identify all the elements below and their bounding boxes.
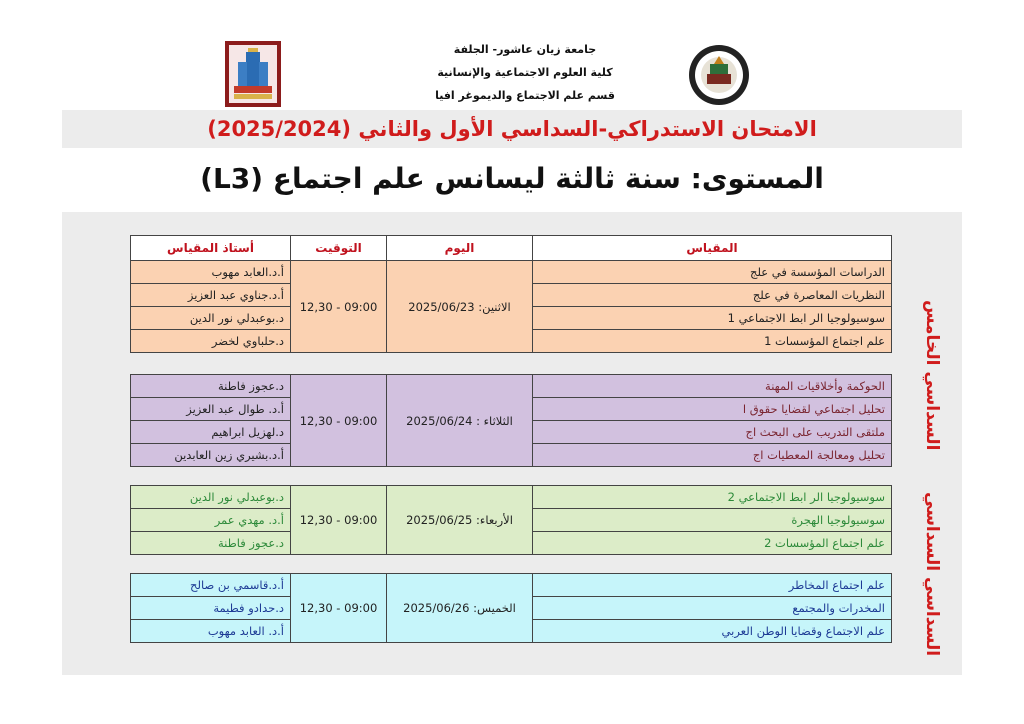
professor-cell: أ.د.العابد مهوب — [131, 261, 291, 284]
professor-cell: أ.د.جناوي عبد العزيز — [131, 284, 291, 307]
column-header-professor: أستاذ المقياس — [131, 236, 291, 261]
level-title: المستوى: سنة ثالثة ليسانس علم اجتماع (L3) — [200, 162, 824, 195]
day-cell: الاثنين: 2025/06/23 — [387, 261, 533, 353]
module-cell: علم اجتماع المخاطر — [533, 574, 892, 597]
professor-cell: أ.د.بشيري زين العابدين — [131, 444, 291, 467]
university-name: جامعة زيان عاشور- الجلفة — [453, 43, 597, 56]
time-cell: 09:00 - 12,30 — [291, 261, 387, 353]
university-seal-icon — [688, 44, 750, 106]
table-row — [131, 375, 892, 398]
professor-cell: أ.د. العابد مهوب — [131, 620, 291, 643]
column-header-day: اليوم — [387, 236, 533, 261]
day-cell: الثلاثاء : 2025/06/24 — [387, 375, 533, 467]
module-cell: النظريات المعاصرة في علج — [533, 284, 892, 307]
schedule-table-monday — [130, 235, 892, 353]
professor-cell: د.حدادو فطيمة — [131, 597, 291, 620]
professor-cell: د.بوعبدلي نور الدين — [131, 307, 291, 330]
professor-cell: أ.د.قاسمي بن صالح — [131, 574, 291, 597]
module-cell: علم اجتماع المؤسسات 2 — [533, 532, 892, 555]
module-cell: تحليل اجتماعي لقضايا حقوق ا — [533, 398, 892, 421]
professor-cell: د.لهزيل ابراهيم — [131, 421, 291, 444]
time-cell: 09:00 - 12,30 — [291, 574, 387, 643]
professor-cell: د.عجوز فاطنة — [131, 532, 291, 555]
faculty-name: كلية العلوم الاجتماعية والإنسانية — [437, 66, 613, 79]
module-cell: سوسيولوجيا الهجرة — [533, 509, 892, 532]
module-cell: علم اجتماع المؤسسات 1 — [533, 330, 892, 353]
module-cell: تحليل ومعالجة المعطيات اج — [533, 444, 892, 467]
day-cell: الأربعاء: 2025/06/25 — [387, 486, 533, 555]
professor-cell: د.بوعبدلي نور الدين — [131, 486, 291, 509]
university-logo-icon — [224, 40, 282, 108]
module-cell: سوسيولوجيا الر ابط الاجتماعي 2 — [533, 486, 892, 509]
institution-header — [380, 38, 670, 107]
professor-cell: د.عجوز فاطنة — [131, 375, 291, 398]
table-row — [131, 574, 892, 597]
professor-cell: أ.د. مهدي عمر — [131, 509, 291, 532]
schedule-table-wednesday — [130, 485, 892, 555]
module-cell: الدراسات المؤسسة في علج — [533, 261, 892, 284]
day-cell: الخميس: 2025/06/26 — [387, 574, 533, 643]
schedule-table-tuesday — [130, 374, 892, 467]
department-name: قسم علم الاجتماع والديموغر افيا — [435, 89, 615, 102]
column-header-module: المقياس — [533, 236, 892, 261]
professor-cell: د.حلباوي لخضر — [131, 330, 291, 353]
table-row — [131, 261, 892, 284]
table-row — [131, 486, 892, 509]
exam-title: الامتحان الاستدراكي-السداسي الأول والثاني (2025/2024) — [207, 117, 817, 141]
module-cell: علم الاجتماع وقضايا الوطن العربي — [533, 620, 892, 643]
module-cell: ملتقى التدريب على البحث اج — [533, 421, 892, 444]
module-cell: سوسيولوجيا الر ابط الاجتماعي 1 — [533, 307, 892, 330]
module-cell: الحوكمة وأخلاقيات المهنة — [533, 375, 892, 398]
schedule-table-thursday — [130, 573, 892, 643]
time-cell: 09:00 - 12,30 — [291, 486, 387, 555]
professor-cell: أ.د. طوال عبد العزيز — [131, 398, 291, 421]
module-cell: المخدرات والمجتمع — [533, 597, 892, 620]
table-header-row — [131, 236, 892, 261]
semester-sixth-label: السداسي السداسي — [922, 492, 942, 657]
time-cell: 09:00 - 12,30 — [291, 375, 387, 467]
column-header-time: التوقيت — [291, 236, 387, 261]
semester-fifth-label: السداسي الخامس — [922, 300, 942, 451]
